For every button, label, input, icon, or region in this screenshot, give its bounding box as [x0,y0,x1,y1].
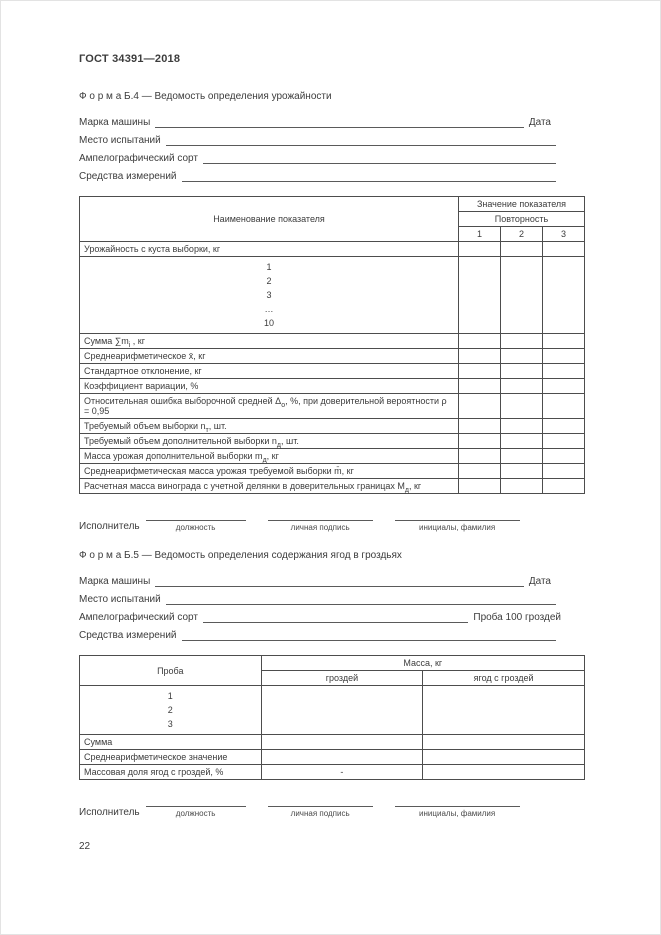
executor-caption: личная подпись [290,809,350,818]
value-cell [501,419,543,434]
value-cell [501,364,543,379]
machine-blank [155,574,524,587]
form-b5-executor [79,794,585,818]
value-cell [261,686,423,735]
value-cell [459,242,501,257]
row-label: Среднеарифметическая масса урожая требуемой выборки m̄, кг [80,464,459,479]
executor-blank [268,794,373,807]
value-cell [543,257,585,334]
col-header-repetition: Повторность [459,212,585,227]
row-label: Стандартное отклонение, кг [80,364,459,379]
value-cell [459,419,501,434]
value-cell [543,479,585,494]
value-cell [543,364,585,379]
form-b5-table [79,655,585,780]
value-cell [501,479,543,494]
rep-col-3: 3 [543,227,585,242]
value-cell [501,334,543,349]
executor-caption: личная подпись [290,523,350,532]
col-header-proba: Проба [80,656,262,686]
row-label: Среднеарифметическое x̄, кг [80,349,459,364]
field-variety [79,607,561,623]
table-row [80,464,585,479]
value-cell [501,379,543,394]
row-label: Требуемый объем дополнительной выборки $n_д$, шт. [80,434,459,449]
value-cell [459,334,501,349]
value-cell [261,735,423,750]
value-cell [501,394,543,419]
instruments-label: Средства измерений [79,171,177,182]
table-row [80,765,585,780]
value-cell [501,242,543,257]
row-label: Относительная ошибка выборочной средней $\Delta_о$, %, при доверительной вероятности ρ = 0,95 [80,394,459,419]
row-label: Требуемый объем выборки $n_т$, шт. [80,419,459,434]
value-cell [543,434,585,449]
form-b4-fields [79,112,561,182]
executor-blank [395,508,520,521]
value-cell [459,379,501,394]
value-cell [501,349,543,364]
value-cell [543,379,585,394]
value-cell [501,449,543,464]
place-blank [166,133,556,146]
row-yield-label: Урожайность с куста выборки, кг [80,242,459,257]
value-cell [543,349,585,364]
sample-label: Проба 100 гроздей [473,612,561,623]
value-cell [543,242,585,257]
executor-caption: инициалы, фамилия [419,523,496,532]
row-summa-label: Сумма [80,735,262,750]
table-row [80,334,585,349]
sample-number-list: 1 2 3 … 10 [80,257,459,334]
form-b4-title: Ф о р м а Б.4 — Ведомость определения урожайности [79,91,332,102]
value-cell [459,349,501,364]
value-cell [459,449,501,464]
table-row [80,449,585,464]
form-b4-executor [79,508,585,532]
place-blank [166,592,556,605]
value-cell [423,735,585,750]
form-b4-table [79,196,585,494]
executor-label: Исполнитель [79,807,140,818]
value-cell [261,750,423,765]
executor-label: Исполнитель [79,521,140,532]
form-b5-title: Ф о р м а Б.5 — Ведомость определения содержания ягод в гроздьях [79,550,402,561]
value-cell [423,765,585,780]
rep-col-1: 1 [459,227,501,242]
row-label: Расчетная масса винограда с учетной делянки в доверительных границах $M_д$, кг [80,479,459,494]
instruments-blank [182,628,556,641]
variety-blank [203,610,468,623]
col-header-name: Наименование показателя [80,197,459,242]
value-cell [459,464,501,479]
table-row [80,479,585,494]
value-cell [501,464,543,479]
field-machine [79,571,561,587]
executor-caption: должность [175,523,216,532]
row-label: Масса урожая дополнительной выборки $m_д$, кг [80,449,459,464]
sample-number-list: 1 2 3 [80,686,262,735]
table-row [80,364,585,379]
table-row [80,242,585,257]
table-row [80,349,585,364]
field-instruments [79,166,561,182]
field-instruments [79,625,561,641]
row-avg-label: Среднеарифметическое значение [80,750,262,765]
col-header-mass: Масса, кг [261,656,584,671]
table-row [80,394,585,419]
value-cell [459,394,501,419]
variety-label: Ампелографический сорт [79,612,198,623]
col-header-value: Значение показателя [459,197,585,212]
instruments-blank [182,169,556,182]
table-row [80,735,585,750]
variety-blank [203,151,556,164]
value-cell [543,464,585,479]
value-cell [501,434,543,449]
table-row [80,686,585,735]
value-cell [543,334,585,349]
value-cell [459,434,501,449]
table-row [80,750,585,765]
page-number: 22 [79,841,91,852]
instruments-label: Средства измерений [79,630,177,641]
form-b5-fields [79,571,561,641]
executor-blank [146,508,246,521]
table-row [80,379,585,394]
machine-label: Марка машины [79,117,151,128]
executor-blank [395,794,520,807]
date-label: Дата [528,576,551,587]
value-cell [459,257,501,334]
value-cell [543,394,585,419]
field-place [79,589,561,605]
col-header-grozdey: гроздей [261,671,423,686]
row-share-label: Массовая доля ягод с гроздей, % [80,765,262,780]
value-cell [423,686,585,735]
row-label: Коэффициент вариации, % [80,379,459,394]
field-machine [79,112,561,128]
value-cell [543,419,585,434]
table-row [80,419,585,434]
executor-blank [146,794,246,807]
executor-caption: должность [175,809,216,818]
field-variety [79,148,561,164]
value-cell [459,364,501,379]
doc-header: ГОСТ 34391—2018 [79,53,181,65]
table-row [80,434,585,449]
date-label: Дата [528,117,551,128]
col-header-yagod: ягод с гроздей [423,671,585,686]
value-cell [543,449,585,464]
executor-caption: инициалы, фамилия [419,809,496,818]
value-cell [501,257,543,334]
table-row [80,257,585,334]
dash-cell: - [261,765,423,780]
value-cell [459,479,501,494]
field-place [79,130,561,146]
place-label: Место испытаний [79,594,161,605]
machine-blank [155,115,524,128]
variety-label: Ампелографический сорт [79,153,198,164]
value-cell [423,750,585,765]
rep-col-2: 2 [501,227,543,242]
place-label: Место испытаний [79,135,161,146]
row-label: Сумма $\sum m_i$ , кг [80,334,459,349]
machine-label: Марка машины [79,576,151,587]
executor-blank [268,508,373,521]
